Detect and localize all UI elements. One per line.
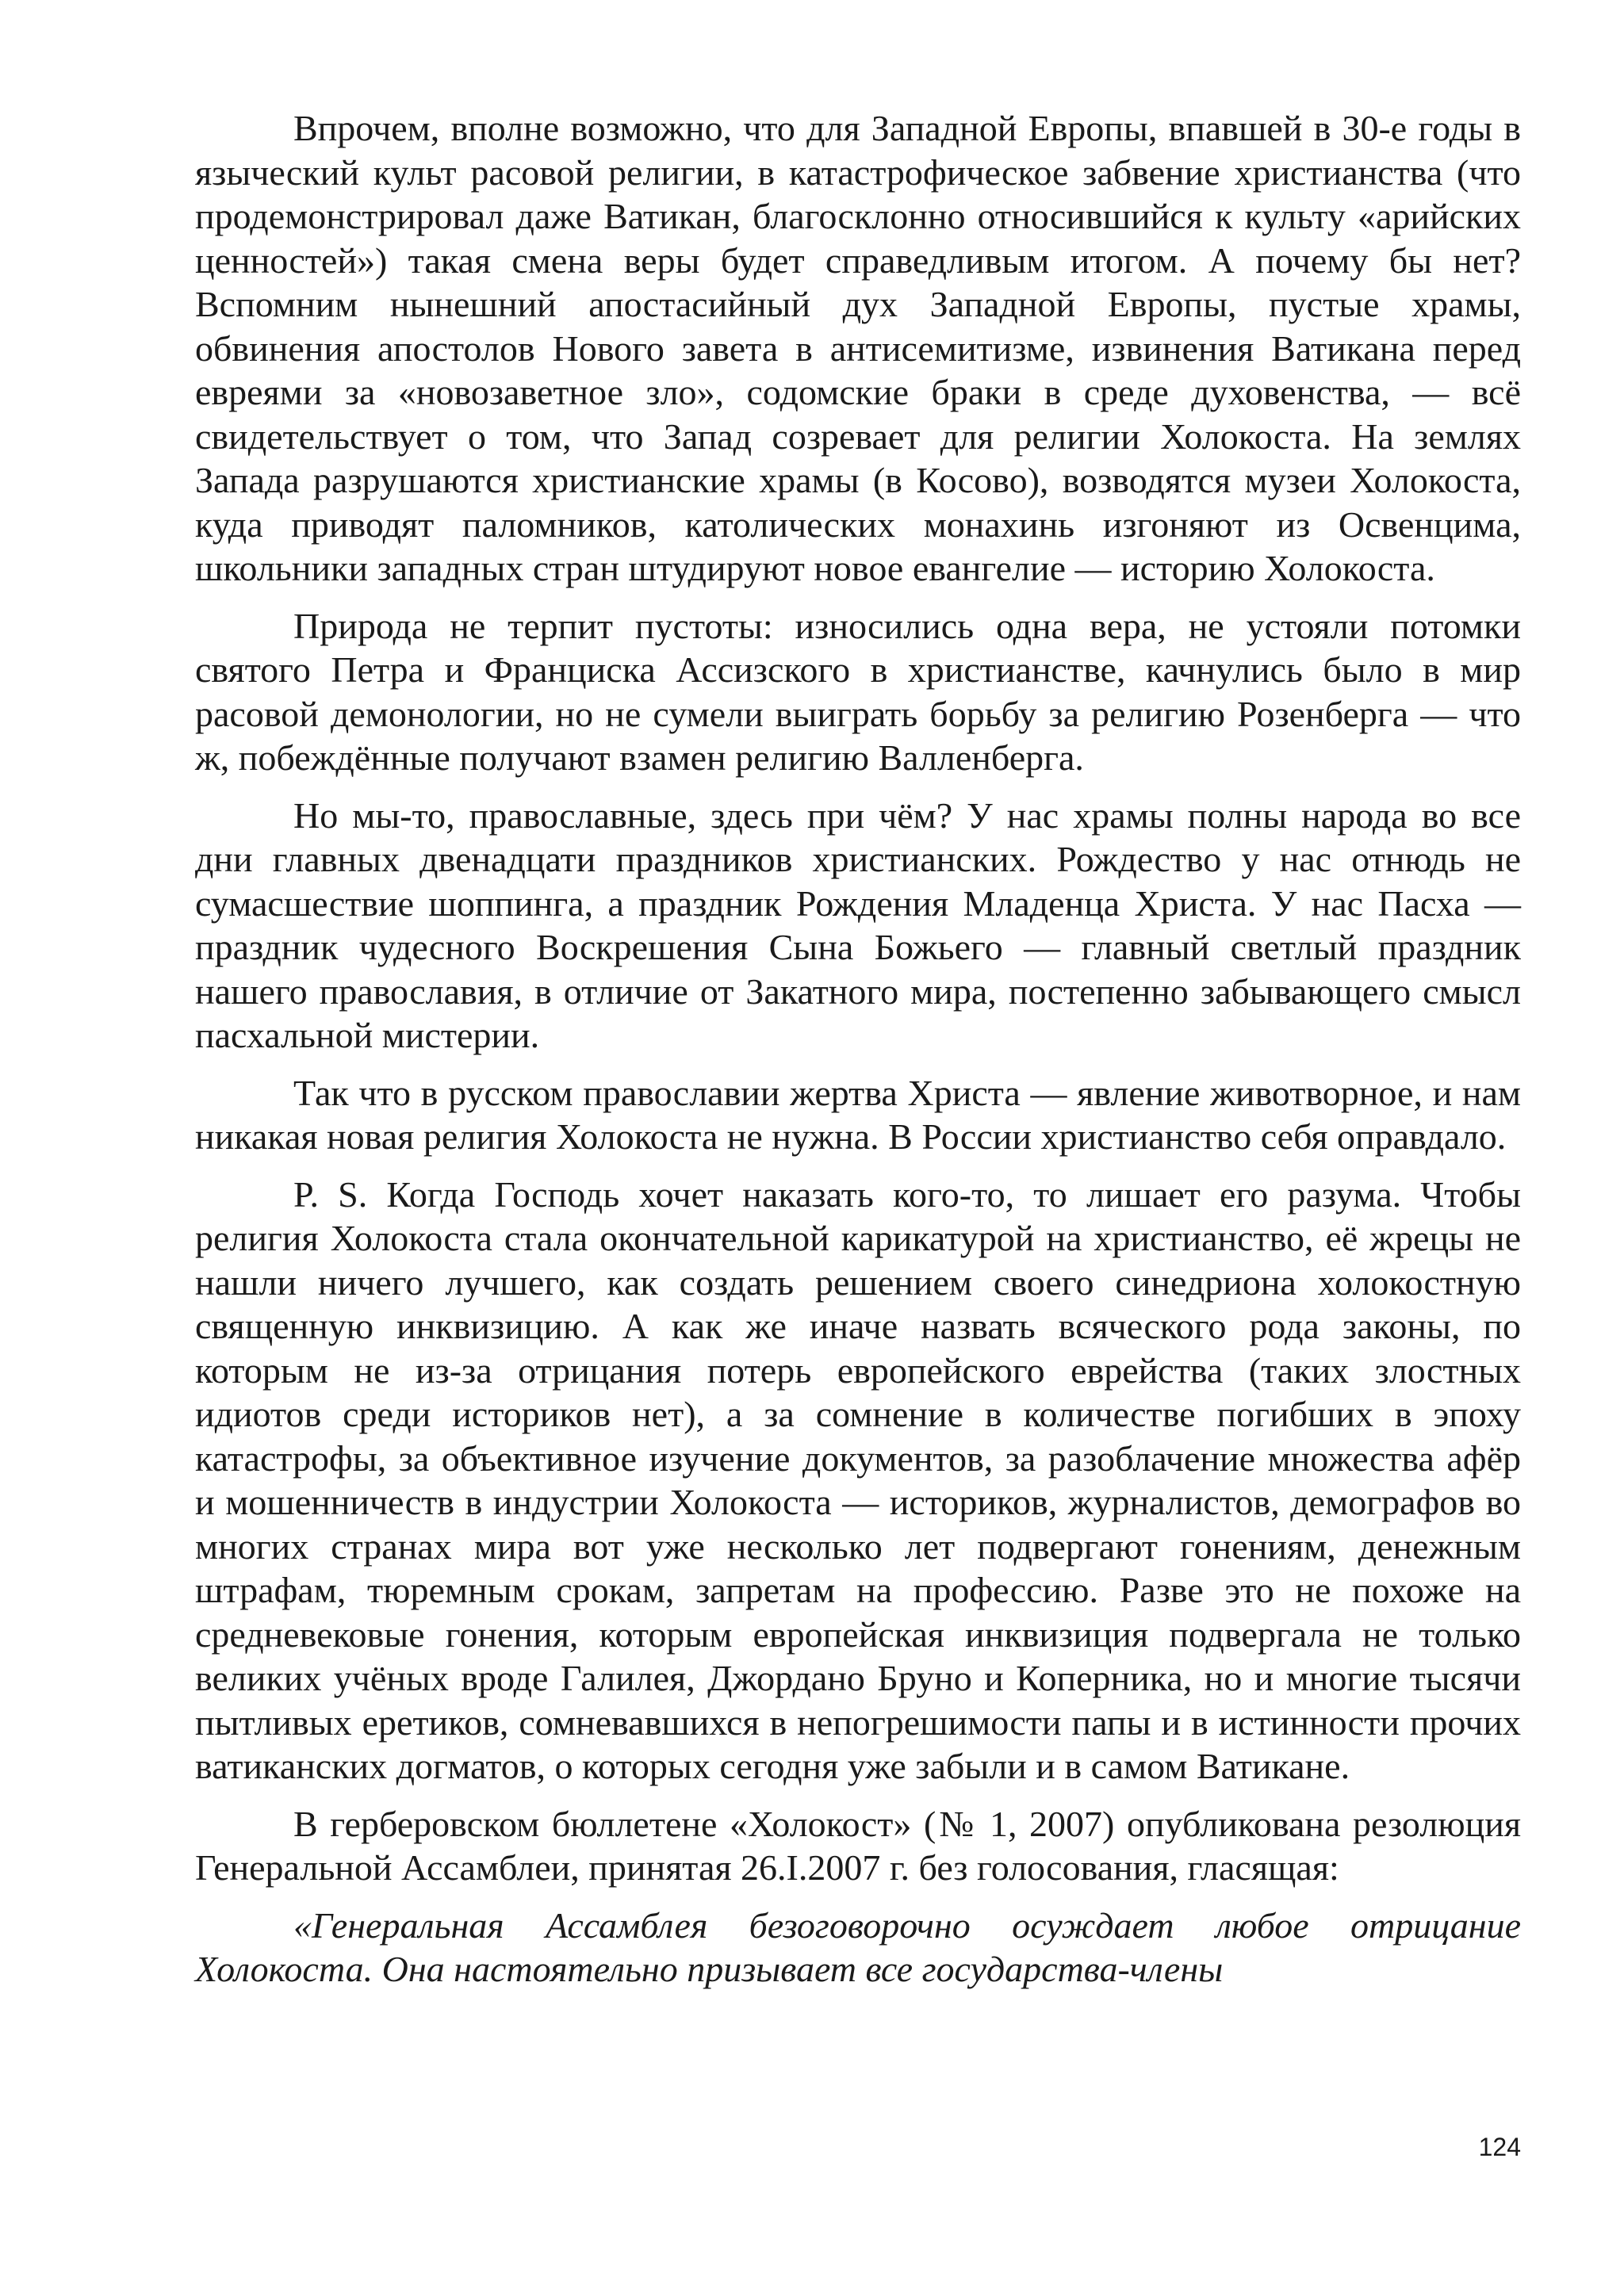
paragraph-6: В герберовском бюллетене «Холокост» (№ 1, 2007) опубликована резолюция Генеральной Ассамблеи, принятая 26.I.2007 г. без голосования, гласящая: [195, 1803, 1521, 1888]
paragraph-2: Природа не терпит пустоты: износились одна вера, не устояли потомки святого Петра и Франциска Ассизского в христианстве, качнулись было в мир расовой демонологии, но не сумели выиграть борьбу за религию Розенберга — что ж, побеждённые получают взамен религию Валленберга. [195, 605, 1521, 778]
page-body [195, 106, 1521, 2005]
paragraph-4: Так что в русском православии жертва Христа — явление животворное, и нам никакая новая религия Холокоста не нужна. В России христианство себя оправдало. [195, 1072, 1521, 1157]
paragraph-5: P. S. Когда Господь хочет наказать кого-то, то лишает его разума. Чтобы религия Холокоста стала окончательной карикатурой на христианство, её жрецы не нашли ничего лучшего, как создать решением своего синедриона холокостную священную инквизицию. А как же иначе назвать всяческого рода законы, по которым не из-за отрицания потерь европейского еврейства (таких злостных идиотов среди историков нет), а за сомнение в количестве погибших в эпоху катастрофы, за объективное изучение документов, за разоблачение множества афёр и мошенничеств в индустрии Холокоста — историков, журналистов, демографов во многих странах мира вот уже несколько лет подвергают гонениям, денежным штрафам, тюремным срокам, запретам на профессию. Разве это не похоже на средневековые гонения, которым европейская инквизиция подвергала не только великих учёных вроде Галилея, Джордано Бруно и Коперника, но и многие тысячи пытливых еретиков, сомневавшихся в непогрешимости папы и в истинности прочих ватиканских догматов, о которых сегодня уже забыли и в самом Ватикане. [195, 1173, 1521, 1786]
paragraph-3: Но мы-то, православные, здесь при чём? У нас храмы полны народа во все дни главных двенадцати праздников христианских. Рождество у нас отнюдь не сумасшествие шоппинга, а праздник Рождения Младенца Христа. У нас Пасха — праздник чудесного Воскрешения Сына Божьего — главный светлый праздник нашего православия, в отличие от Закатного мира, постепенно забывающего смысл пасхальной мистерии. [195, 794, 1521, 1055]
page-number: 124 [1478, 2133, 1521, 2161]
paragraph-1: Впрочем, вполне возможно, что для Западной Европы, впавшей в 30-е годы в языческий культ расовой религии, в катастрофическое забвение христианства (что продемонстрировал даже Ватикан, благосклонно относившийся к культу «арийских ценностей») такая смена веры будет справедливым итогом. А почему бы нет? Вспомним нынешний апостасийный дух Западной Европы, пустые храмы, обвинения апостолов Нового завета в антисемитизме, извинения Ватикана перед евреями за «новозаветное зло», содомские браки в среде духовенства, — всё свидетельствует о том, что Запад созревает для религии Холокоста. На землях Запада разрушаются христианские храмы (в Косово), возводятся музеи Холокоста, куда приводят паломников, католических монахинь изгоняют из Освенцима, школьники западных стран штудируют новое евангелие — историю Холокоста. [195, 108, 1521, 588]
quote-paragraph: «Генеральная Ассамблея безоговорочно осуждает любое отрицание Холокоста. Она настоятельно призывает все государства-члены [195, 1904, 1521, 1989]
